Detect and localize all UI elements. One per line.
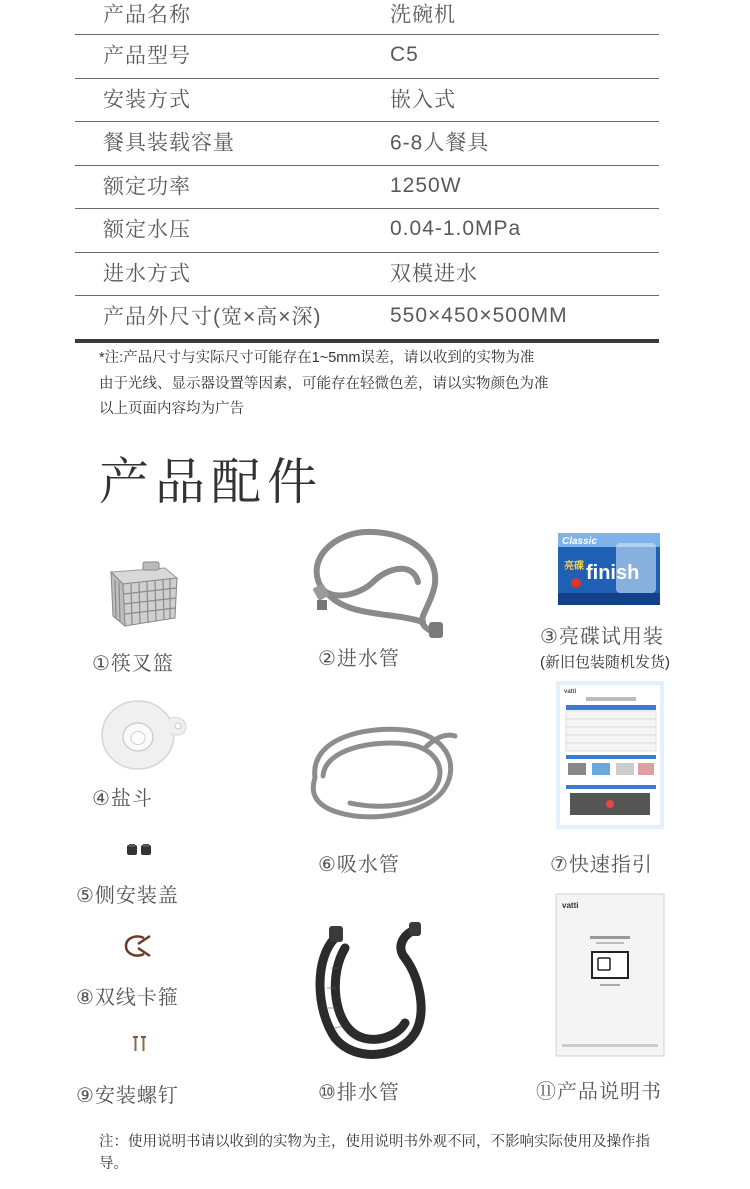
spec-row [75, 79, 659, 123]
caption-screws: ⑨安装螺钉 [76, 1085, 179, 1107]
spec-label: 安装方式 [103, 88, 191, 112]
suction-hose-image [295, 718, 465, 833]
spec-value: 双模进水 [390, 262, 478, 286]
disclaimer-notes [99, 346, 549, 423]
spec-row [75, 253, 659, 297]
caption-suction-hose: ⑥吸水管 [318, 854, 400, 876]
guide-brand: vatti [564, 689, 577, 695]
note-line: 以上页面内容均为广告 [99, 401, 244, 417]
quick-guide-image [556, 681, 664, 829]
spec-value: 洗碗机 [390, 3, 456, 27]
spec-label: 餐具装载容量 [103, 131, 235, 155]
spec-value: 6-8人餐具 [390, 131, 490, 155]
spec-value: 嵌入式 [390, 88, 456, 112]
caption-rinse-tablets-note: (新旧包装随机发货) [540, 654, 670, 671]
caption-salt-funnel: ④盐斗 [92, 788, 153, 810]
spec-row [75, 35, 659, 79]
spec-label: 产品外尺寸(宽×高×深) [103, 305, 322, 329]
inlet-hose-image [293, 522, 453, 642]
spec-row [75, 166, 659, 210]
spec-row [75, 296, 659, 343]
spec-value: 1250W [390, 173, 462, 197]
manual-image [554, 892, 666, 1058]
spec-label: 额定功率 [103, 175, 191, 199]
caption-clamp: ⑧双线卡箍 [76, 987, 179, 1009]
manual-brand: vatti [562, 901, 579, 910]
section-title: 产品配件 [99, 454, 323, 510]
finish-box-image [558, 533, 660, 605]
caption-side-caps: ⑤侧安装盖 [76, 885, 179, 907]
spec-row [75, 122, 659, 166]
spec-value: 550×450×500MM [390, 304, 568, 328]
finish-badge: Classic [562, 536, 598, 547]
spec-label: 进水方式 [103, 262, 191, 286]
screws-image [130, 1035, 150, 1053]
caption-cutlery-basket: ①筷叉篮 [92, 653, 174, 675]
cutlery-basket-image [103, 560, 183, 630]
caption-manual: ⑪产品说明书 [536, 1081, 662, 1103]
salt-funnel-image [98, 697, 190, 777]
drain-hose-image [305, 918, 435, 1068]
spec-label: 额定水压 [103, 218, 191, 242]
caption-inlet-hose: ②进水管 [318, 648, 400, 670]
spec-row [75, 209, 659, 253]
spec-value: 0.04-1.0MPa [390, 217, 522, 241]
caption-quick-guide: ⑦快速指引 [550, 854, 653, 876]
spec-table [75, 0, 659, 343]
note-line: 由于光线、显示器设置等因素，可能存在轻微色差，请以实物颜色为准 [99, 375, 549, 392]
finish-brand: finish [586, 562, 640, 584]
spec-value: C5 [390, 43, 419, 67]
caption-drain-hose: ⑩排水管 [318, 1082, 400, 1104]
finish-sub: 亮碟 [564, 561, 584, 572]
spec-label: 产品名称 [103, 3, 191, 27]
note-line: *注:产品尺寸与实际尺寸可能存在1~5mm误差，请以收到的实物为准 [99, 350, 535, 366]
caption-rinse-tablets: ③亮碟试用装 [540, 626, 664, 648]
spec-row [75, 0, 659, 35]
footer-note: 注：使用说明书请以收到的实物为主，使用说明书外观不同，不影响实际使用及操作指导。 [99, 1134, 650, 1172]
spec-label: 产品型号 [103, 44, 191, 68]
side-caps-image [126, 843, 154, 857]
clamp-image [122, 932, 154, 960]
